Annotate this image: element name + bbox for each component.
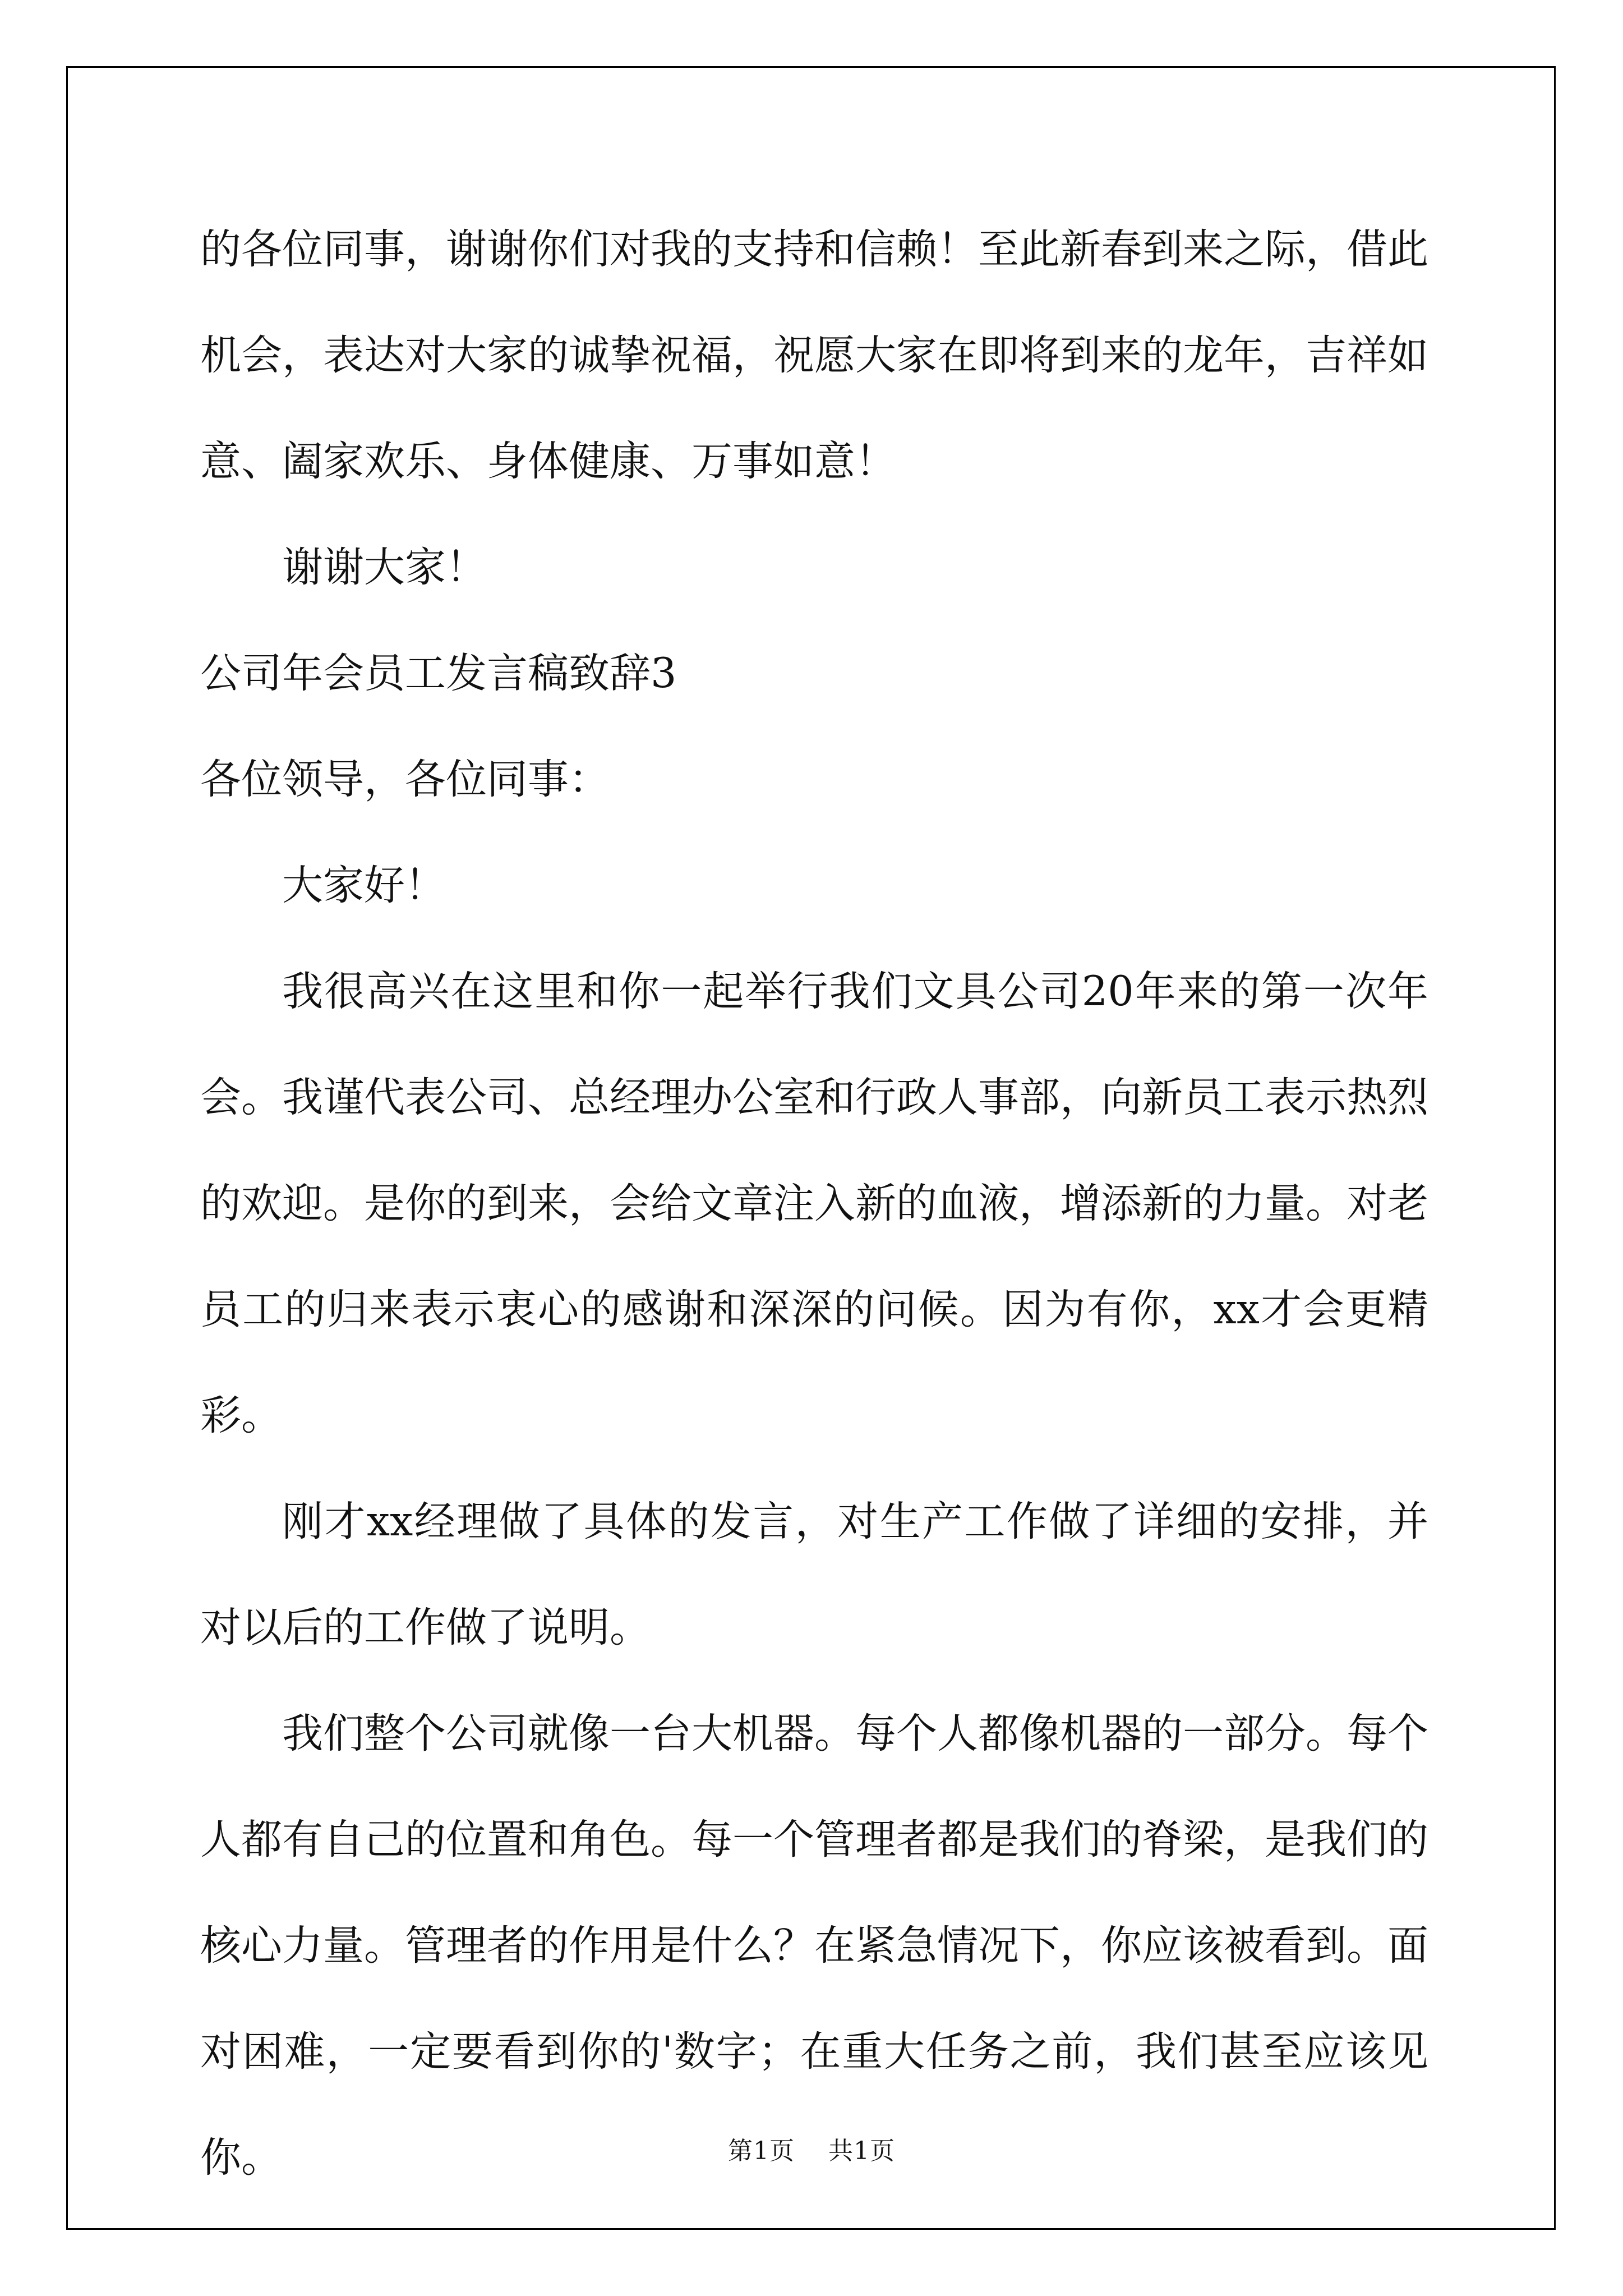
page-number-current: 第1页	[728, 2137, 795, 2165]
page-number-total: 共1页	[828, 2137, 895, 2165]
paragraph-1: 的各位同事，谢谢你们对我的支持和信赖！至此新春到来之际，借此机会，表达对大家的诚挚祝福，祝愿大家在即将到来的龙年，吉祥如意、阖家欢乐、身体健康、万事如意！	[200, 226, 1428, 485]
paragraph-2: 谢谢大家！	[282, 544, 487, 591]
salutation: 各位领导，各位同事：	[200, 756, 610, 803]
paragraph-7: 刚才xx经理做了具体的发言，对生产工作做了详细的安排，并对以后的工作做了说明。	[200, 1498, 1428, 1651]
paragraph-6: 我很高兴在这里和你一起举行我们文具公司20年来的第一次年会。我谨代表公司、总经理办公室和行政人事部，向新员工表示热烈的欢迎。是你的到来，会给文章注入新的血液，增添新的力量。对老员工的归来表示衷心的感谢和深深的问候。因为有你，xx才会更精彩。	[200, 968, 1428, 1439]
page-footer	[0, 2131, 1623, 2166]
document-body	[200, 196, 1428, 2211]
greeting: 大家好！	[282, 862, 446, 909]
section-title: 公司年会员工发言稿致辞3	[200, 650, 677, 697]
paragraph-8: 我们整个公司就像一台大机器。每个人都像机器的一部分。每个人都有自己的位置和角色。每一个管理者都是我们的脊梁，是我们的核心力量。管理者的作用是什么？在紧急情况下，你应该被看到。面对困难，一定要看到你的'数字；在重大任务之前，我们甚至应该见你。	[200, 1710, 1428, 2182]
